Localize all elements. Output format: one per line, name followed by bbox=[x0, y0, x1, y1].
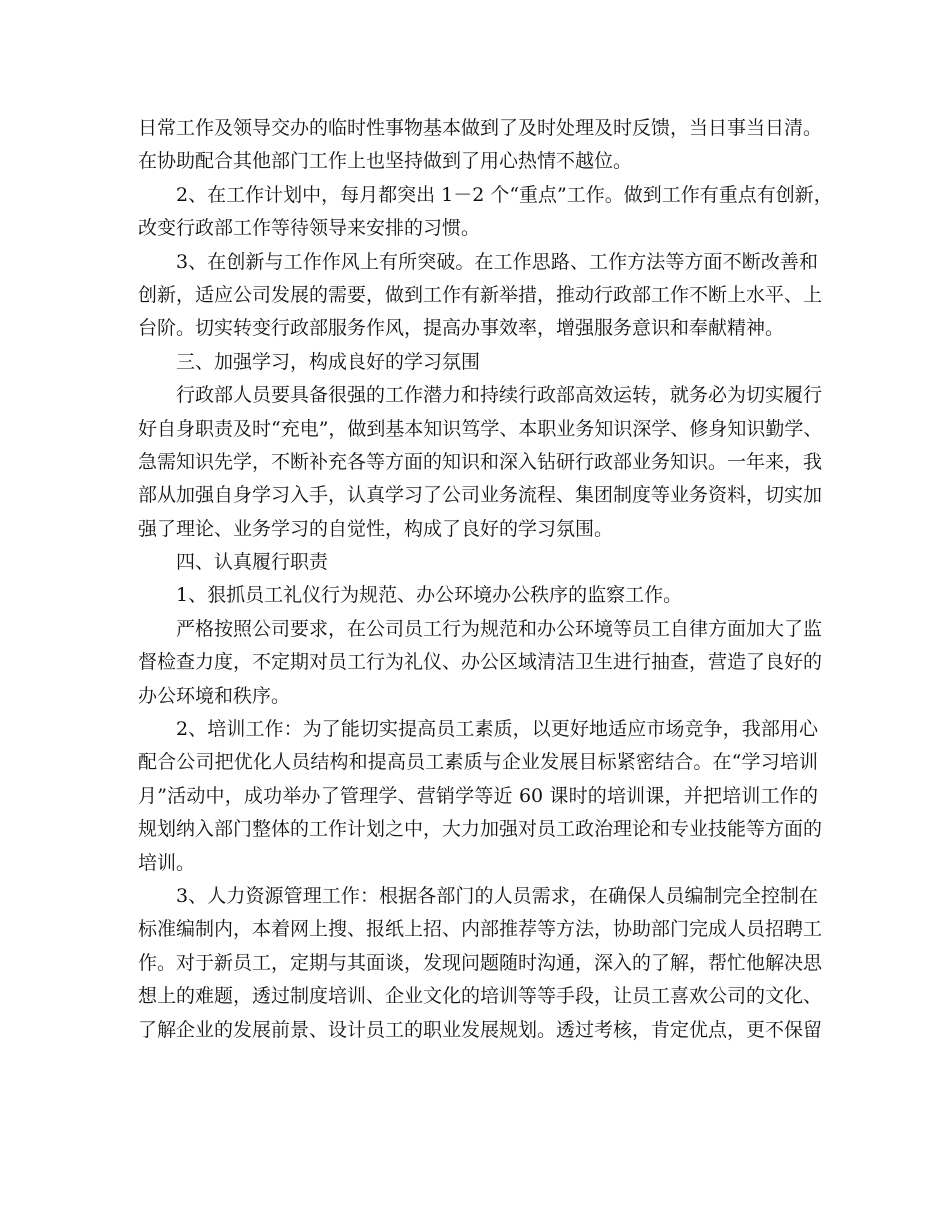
text-line: 改变行政部工作等待领导来安排的习惯。 bbox=[138, 217, 481, 240]
text-line: 月”活动中，成功举办了管理学、营销学等近 60 课时的培训课，并把培训工作的 bbox=[138, 784, 818, 807]
text-line: 想上的难题，透过制度培训、企业文化的培训等等手段，让员工喜欢公司的文化、 bbox=[138, 985, 823, 1008]
text-line: 作。对于新员工，定期与其面谈，发现问题随时沟通，深入的了解，帮忙他解决思 bbox=[138, 951, 823, 974]
text-line: 日常工作及领导交办的临时性事物基本做到了及时处理及时反馈，当日事当日清。 bbox=[138, 117, 823, 139]
text-line: 规划纳入部门整体的工作计划之中，大力加强对员工政治理论和专业技能等方面的 bbox=[138, 818, 823, 841]
text-line: 办公环境和秩序。 bbox=[138, 684, 291, 707]
text-line: 好自身职责及时“充电”，做到基本知识笃学、本职业务知识深学、修身知识勤学、 bbox=[138, 417, 823, 440]
text-line: 部从加强自身学习入手，认真学习了公司业务流程、集团制度等业务资料，切实加 bbox=[138, 484, 823, 507]
section-heading: 三、加强学习，构成良好的学习氛围 bbox=[176, 350, 481, 373]
text-line: 2、培训工作：为了能切实提高员工素质，以更好地适应市场竞争，我部用心 bbox=[176, 718, 818, 741]
text-line: 了解企业的发展前景、设计员工的职业发展规划。透过考核，肯定优点，更不保留 bbox=[138, 1018, 823, 1041]
text-line: 3、人力资源管理工作：根据各部门的人员需求，在确保人员编制完全控制在 bbox=[176, 884, 818, 907]
text-line: 督检查力度，不定期对员工行为礼仪、办公区域清洁卫生进行抽查，营造了良好的 bbox=[138, 651, 823, 674]
text-line: 严格按照公司要求，在公司员工行为规范和办公环境等员工自律方面加大了监 bbox=[176, 617, 823, 640]
text-line: 2、在工作计划中，每月都突出 1－2 个“重点”工作。做到工作有重点有创新， bbox=[176, 183, 833, 206]
text-line: 培训。 bbox=[138, 851, 196, 874]
text-line: 急需知识先学，不断补充各等方面的知识和深入钻研行政部业务知识。一年来，我 bbox=[138, 450, 823, 473]
text-line: 强了理论、业务学习的自觉性，构成了良好的学习氛围。 bbox=[138, 517, 614, 540]
text-line: 标准编制内，本着网上搜、报纸上招、内部推荐等方法，协助部门完成人员招聘工 bbox=[138, 918, 823, 941]
text-line: 创新，适应公司发展的需要，做到工作有新举措，推动行政部工作不断上水平、上 bbox=[138, 283, 823, 306]
section-heading: 四、认真履行职责 bbox=[176, 551, 329, 574]
item-heading: 1、狠抓员工礼仪行为规范、办公环境办公秩序的监察工作。 bbox=[176, 584, 683, 607]
text-line: 3、在创新与工作作风上有所突破。在工作思路、工作方法等方面不断改善和 bbox=[176, 250, 818, 273]
text-line: 台阶。切实转变行政部服务作风，提高办事效率，增强服务意识和奉献精神。 bbox=[138, 317, 785, 340]
text-line: 行政部人员要具备很强的工作潜力和持续行政部高效运转，就务必为切实履行 bbox=[176, 384, 823, 407]
text-line: 配合公司把优化人员结构和提高员工素质与企业发展目标紧密结合。在“学习培训 bbox=[138, 751, 818, 774]
text-line: 在协助配合其他部门工作上也坚持做到了用心热情不越位。 bbox=[138, 150, 633, 173]
document-body bbox=[138, 112, 833, 1047]
